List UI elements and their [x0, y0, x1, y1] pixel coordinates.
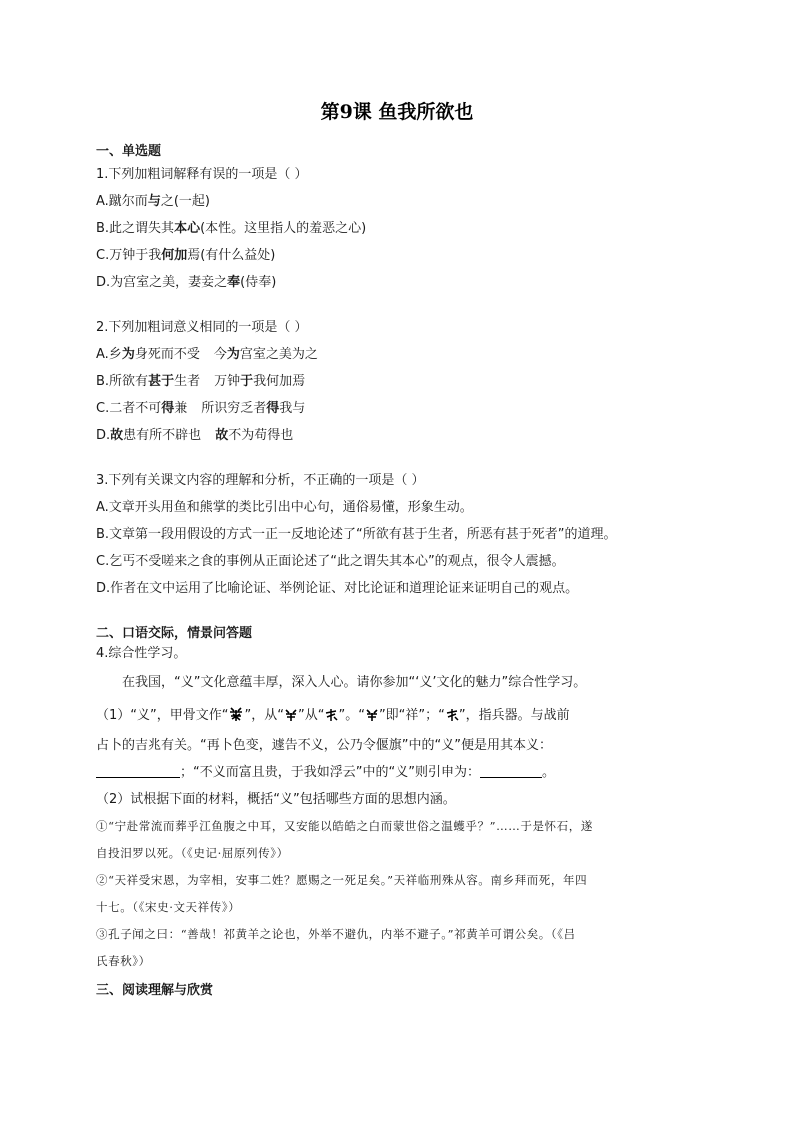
question-3 — [96, 467, 700, 602]
question-2 — [96, 314, 700, 449]
lesson-title: 第9课 鱼我所欲也 — [320, 101, 474, 123]
question-1-option-c: C.万钟于我何加焉(有什么益处) — [96, 248, 276, 263]
question-2-option-a: A.乡为身死而不受 今为宫室之美为之 — [96, 347, 318, 362]
question-3-option-a: A.文章开头用鱼和熊掌的类比引出中心句，通俗易懂，形象生动。 — [96, 500, 473, 515]
question-1 — [96, 161, 700, 296]
section-heading-single-choice: 一、单选题 — [96, 144, 162, 159]
question-3-option-d: D.作者在文中运用了比喻论证、举例论证、对比论证和道理论证来证明自己的观点。 — [96, 581, 579, 596]
material-2: ②“天祥受宋恩，为宰相，安事二姓？愿赐之一死足矣。”天祥临刑殊从容。南乡拜而死，年四 十七。（《宋史·文天祥传》） — [96, 873, 588, 914]
question-1-option-a: A.蹴尔而与之(一起) — [96, 194, 210, 209]
question-1-option-b: B.此之谓失其本心(本性。这里指人的羞恶之心) — [96, 221, 367, 236]
section-heading-reading: 三、阅读理解与欣赏 — [96, 983, 214, 998]
question-3-option-b: B.文章第一段用假设的方式一正一反地论述了“所欲有甚于生者，所恶有甚于死者”的道理。 — [96, 527, 617, 542]
material-3: ③孔子闻之曰：“善哉！祁黄羊之论也，外举不避仇，内举不避子。”祁黄羊可谓公矣。（《吕 氏春秋》） — [96, 927, 576, 968]
question-1-option-d: D.为宫室之美，妻妾之奉(侍奉) — [96, 275, 277, 290]
question-4-part-1-line-3: ；“不义而富且贵，于我如浮云”中的“义”则引申为： 。 — [96, 759, 700, 786]
question-2-stem: 2.下列加粗词意义相同的一项是（ ） — [96, 320, 308, 335]
material-1: ①“宁赴常流而葬乎江鱼腹之中耳，又安能以皓皓之白而蒙世俗之温蠖乎？”……于是怀石，遂 自投汨罗以死。（《史记·屈原列传》） — [96, 819, 593, 860]
section-heading-oral-communication: 二、口语交际，情景问答题 — [96, 626, 253, 641]
question-4-stem: 4.综合性学习。 — [96, 646, 187, 661]
question-4-intro: 在我国，“义”文化意蕴丰厚，深入人心。请你参加“‘义’文化的魅力”综合性学习。 — [122, 675, 587, 690]
question-4-part-1: （1）“义”，甲骨文作“ ”，从“ ”从“ ”。“ ”即“祥”；“ ”，指兵器。与战前 — [96, 702, 700, 732]
answer-blank-1[interactable] — [96, 763, 180, 778]
question-1-stem: 1.下列加粗词解释有误的一项是（ ） — [96, 167, 308, 182]
question-2-option-d: D.故患有所不辟也 故不为苟得也 — [96, 428, 294, 443]
answer-blank-2[interactable] — [480, 763, 542, 778]
question-3-stem: 3.下列有关课文内容的理解和分析，不正确的一项是（ ） — [96, 473, 425, 488]
document-body — [96, 142, 700, 1000]
oracle-bone-wo-icon — [445, 705, 459, 732]
question-4-part-1-line-2: 占卜的吉兆有关。“再卜色变，遽告不义，公乃令偃旗”中的“义”便是用其本义： — [96, 738, 552, 753]
question-4-part-2: （2）试根据下面的材料，概括“义”包括哪些方面的思想内涵。 — [96, 792, 456, 807]
question-3-option-c: C.乞丐不受嗟来之食的事例从正面论述了“此之谓失其本心”的观点，很令人震撼。 — [96, 554, 565, 569]
oracle-bone-yang-icon — [284, 705, 298, 732]
question-2-option-b: B.所欲有甚于生者 万钟于我何加焉 — [96, 374, 306, 389]
oracle-bone-wo-icon — [324, 705, 338, 732]
oracle-bone-yang-icon — [365, 705, 379, 732]
oracle-bone-yi-icon — [228, 705, 244, 732]
question-2-option-c: C.二者不可得兼 所识穷乏者得我与 — [96, 401, 306, 416]
